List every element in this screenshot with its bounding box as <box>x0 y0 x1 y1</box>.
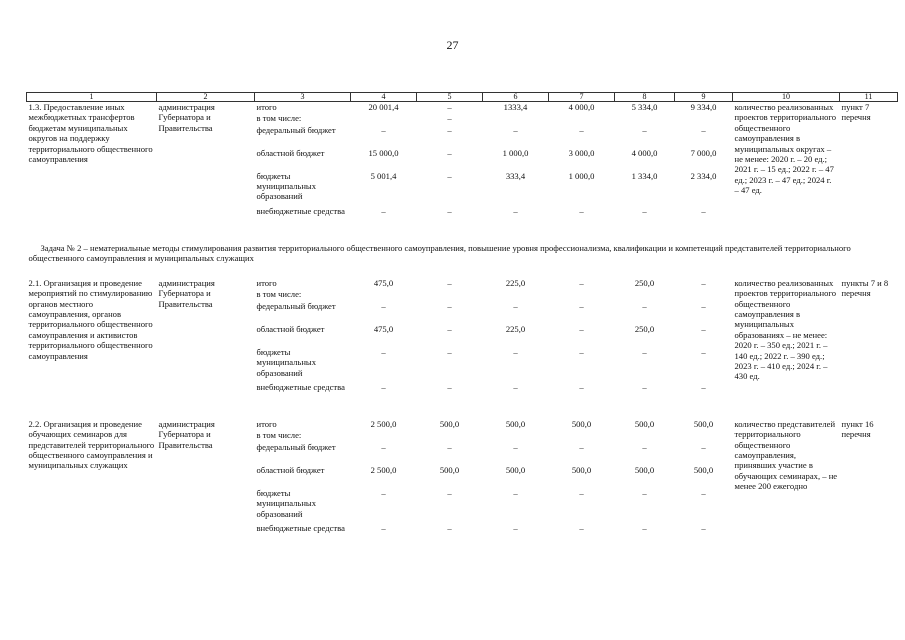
reference: пункт 7 перечня <box>840 102 898 229</box>
target-indicator: количество представителей территориального общественного самоуправления, принявших участие в обучающих семинарах, – не менее 200 ежегодно <box>734 418 838 492</box>
reference: пункт 16 перечня <box>841 418 874 440</box>
funding-value: – <box>447 170 452 181</box>
funding-source: в том числе: <box>256 112 302 123</box>
funding-value: – <box>579 323 584 334</box>
funding-value: – <box>642 487 647 498</box>
funding-value: – <box>579 124 584 135</box>
funding-source: областной бюджет <box>256 323 325 334</box>
funding-value <box>483 430 549 442</box>
funding-value: – <box>642 346 647 357</box>
funding-source: бюджеты муниципальных образований <box>256 346 316 378</box>
funding-source: итого <box>255 102 351 113</box>
funding-source: в том числе: <box>256 288 302 299</box>
funding-value: 500,0 <box>571 464 592 475</box>
funding-source: внебюджетные средства <box>256 381 345 392</box>
funding-source: в том числе: <box>256 429 302 440</box>
funding-value: – <box>447 147 452 158</box>
funding-value <box>549 289 615 301</box>
funding-source: областной бюджет <box>256 147 325 158</box>
funding-value: – <box>701 381 706 392</box>
funding-value: – <box>513 300 518 311</box>
funding-value: 4 000,0 <box>631 147 658 158</box>
funding-value: – <box>579 277 584 288</box>
funding-source: внебюджетные средства <box>256 205 345 216</box>
column-header: 10 <box>733 93 840 102</box>
spacer-cell <box>27 405 898 419</box>
funding-value <box>351 113 417 125</box>
funding-value: 5 334,0 <box>615 102 675 113</box>
column-header: 11 <box>840 93 898 102</box>
funding-value <box>675 430 733 442</box>
funding-value: 1 000,0 <box>568 170 595 181</box>
funding-value <box>417 430 483 442</box>
funding-value: – <box>447 346 452 357</box>
funding-source: областной бюджет <box>256 464 325 475</box>
funding-value: 2 500,0 <box>370 418 397 429</box>
funding-value: – <box>381 346 386 357</box>
funding-value: 500,0 <box>505 418 526 429</box>
funding-value: – <box>381 205 386 216</box>
funding-value: – <box>513 522 518 533</box>
funding-value: – <box>701 522 706 533</box>
funding-value <box>483 113 549 125</box>
funding-value: 7 000,0 <box>690 147 717 158</box>
task-heading: Задача № 2 – нематериальные методы стимулирования развития территориального общественного самоуправления, повышение уровня профессионализма, квалификации и компетенций представителей территориального общественного самоуправления и муниципальных служащих <box>28 242 851 264</box>
funding-value: 500,0 <box>693 418 714 429</box>
funding-value: 2 500,0 <box>370 464 397 475</box>
table-row <box>27 419 898 430</box>
table-body <box>27 102 898 546</box>
funding-value: – <box>579 441 584 452</box>
funding-value: – <box>642 441 647 452</box>
funding-value: 500,0 <box>634 418 655 429</box>
funding-value: – <box>513 205 518 216</box>
funding-value <box>417 289 483 301</box>
table-row <box>27 102 898 113</box>
funding-value: – <box>513 124 518 135</box>
funding-value: – <box>579 205 584 216</box>
executor: администрация Губернатора и Правительства <box>158 418 215 450</box>
funding-value: 15 000,0 <box>368 147 399 158</box>
funding-value: – <box>381 381 386 392</box>
funding-value: 250,0 <box>634 277 655 288</box>
funding-value: – <box>381 124 386 135</box>
funding-value: 333,4 <box>505 170 526 181</box>
funding-value <box>675 113 733 125</box>
funding-value: – <box>701 323 706 334</box>
funding-source: внебюджетные средства <box>256 522 345 533</box>
funding-value: 3 000,0 <box>568 147 595 158</box>
funding-source: федеральный бюджет <box>256 124 336 135</box>
funding-value: – <box>417 102 483 113</box>
funding-value: – <box>381 522 386 533</box>
funding-value: – <box>701 441 706 452</box>
column-header: 7 <box>549 93 615 102</box>
funding-source: итого <box>256 418 277 429</box>
funding-value: 225,0 <box>505 277 526 288</box>
funding-value: – <box>447 300 452 311</box>
measure-name: 1.3. Предоставление иных межбюджетных трансфертов бюджетам муниципальных округов на поддержку территориального общественного самоуправления <box>27 102 157 229</box>
funding-value: – <box>579 487 584 498</box>
funding-value <box>615 430 675 442</box>
funding-value: 500,0 <box>634 464 655 475</box>
funding-value: – <box>513 441 518 452</box>
funding-value: – <box>513 487 518 498</box>
funding-value: 475,0 <box>373 323 394 334</box>
funding-value: – <box>579 346 584 357</box>
column-header: 6 <box>483 93 549 102</box>
page-number: 27 <box>446 38 459 52</box>
row-spacer <box>27 405 898 419</box>
funding-value <box>549 430 615 442</box>
funding-value: – <box>447 205 452 216</box>
measure-name: 2.1. Организация и проведение мероприятий по стимулированию органов местного самоуправления, органов территориального общественного самоуправления и активистов территориального общественного самоуправления <box>28 277 153 361</box>
funding-value: – <box>579 522 584 533</box>
funding-value: – <box>701 277 706 288</box>
funding-value: – <box>381 300 386 311</box>
column-number-row <box>27 93 898 102</box>
funding-value <box>483 289 549 301</box>
funding-value <box>549 113 615 125</box>
column-header: 1 <box>27 93 157 102</box>
funding-value <box>351 289 417 301</box>
funding-value <box>675 289 733 301</box>
funding-value: – <box>447 323 452 334</box>
funding-value: 500,0 <box>693 464 714 475</box>
funding-value: – <box>701 487 706 498</box>
funding-value: – <box>579 381 584 392</box>
executor: администрация Губернатора и Правительства <box>157 102 255 229</box>
funding-value: – <box>447 487 452 498</box>
funding-value: 500,0 <box>571 418 592 429</box>
funding-source: федеральный бюджет <box>256 441 336 452</box>
funding-value: – <box>513 381 518 392</box>
column-header: 9 <box>675 93 733 102</box>
column-header: 8 <box>615 93 675 102</box>
funding-value <box>351 430 417 442</box>
funding-value: – <box>642 300 647 311</box>
program-table <box>26 92 898 546</box>
funding-value: – <box>381 441 386 452</box>
target-indicator: количество реализованных проектов территориального общественного самоуправления в муниципальных образованиях – не менее: 2020 г. – 350 ед.; 2021 г. – 140 ед.; 2022 г. – 390 ед.; 2023 г. – 410 ед.; 2024 г. – 430 ед. <box>734 277 837 382</box>
table-row <box>27 278 898 289</box>
funding-value: – <box>642 205 647 216</box>
reference: пункты 7 и 8 перечня <box>841 277 889 299</box>
funding-value: 475,0 <box>373 277 394 288</box>
executor: администрация Губернатора и Правительства <box>158 277 215 309</box>
funding-value: 250,0 <box>634 323 655 334</box>
funding-value <box>615 113 675 125</box>
funding-value: 2 334,0 <box>690 170 717 181</box>
funding-value: – <box>447 112 452 123</box>
funding-value: 4 000,0 <box>549 102 615 113</box>
funding-value: – <box>447 277 452 288</box>
funding-source: бюджеты муниципальных образований <box>256 170 316 202</box>
funding-source: бюджеты муниципальных образований <box>256 487 316 519</box>
funding-value: – <box>701 300 706 311</box>
target-indicator: количество реализованных проектов территориального общественного самоуправления в муниципальных округах – не менее: 2020 г. – 20 ед.; 2021 г. – 15 ед.; 2022 г. – 47 ед.; 2023 г. – 47 ед.; 2024 г. – 47 ед. <box>733 102 840 229</box>
funding-value: 1333,4 <box>483 102 549 113</box>
funding-value <box>615 289 675 301</box>
funding-value: 1 334,0 <box>631 170 658 181</box>
funding-value: – <box>579 300 584 311</box>
column-header: 3 <box>255 93 351 102</box>
funding-value: – <box>447 522 452 533</box>
funding-source: итого <box>256 277 277 288</box>
funding-value: – <box>642 522 647 533</box>
funding-value: – <box>447 441 452 452</box>
column-header: 2 <box>157 93 255 102</box>
measure-name: 2.2. Организация и проведение обучающих семинаров для представителей территориального общественного самоуправления и муниципальных служащих <box>28 418 155 471</box>
funding-value: 9 334,0 <box>675 102 733 113</box>
funding-value: – <box>642 124 647 135</box>
column-header: 4 <box>351 93 417 102</box>
funding-value: – <box>642 381 647 392</box>
funding-value: – <box>381 487 386 498</box>
funding-value: – <box>701 205 706 216</box>
funding-value: – <box>447 124 452 135</box>
funding-value: 500,0 <box>505 464 526 475</box>
funding-value: – <box>701 124 706 135</box>
funding-value: 5 001,4 <box>370 170 397 181</box>
funding-value: 225,0 <box>505 323 526 334</box>
funding-value: 500,0 <box>439 418 460 429</box>
funding-value: 500,0 <box>439 464 460 475</box>
funding-value: 1 000,0 <box>502 147 529 158</box>
funding-source: федеральный бюджет <box>256 300 336 311</box>
column-header: 5 <box>417 93 483 102</box>
funding-value: – <box>701 346 706 357</box>
funding-value: – <box>447 381 452 392</box>
task-row <box>27 229 898 278</box>
funding-value: 20 001,4 <box>351 102 417 113</box>
funding-value: – <box>513 346 518 357</box>
